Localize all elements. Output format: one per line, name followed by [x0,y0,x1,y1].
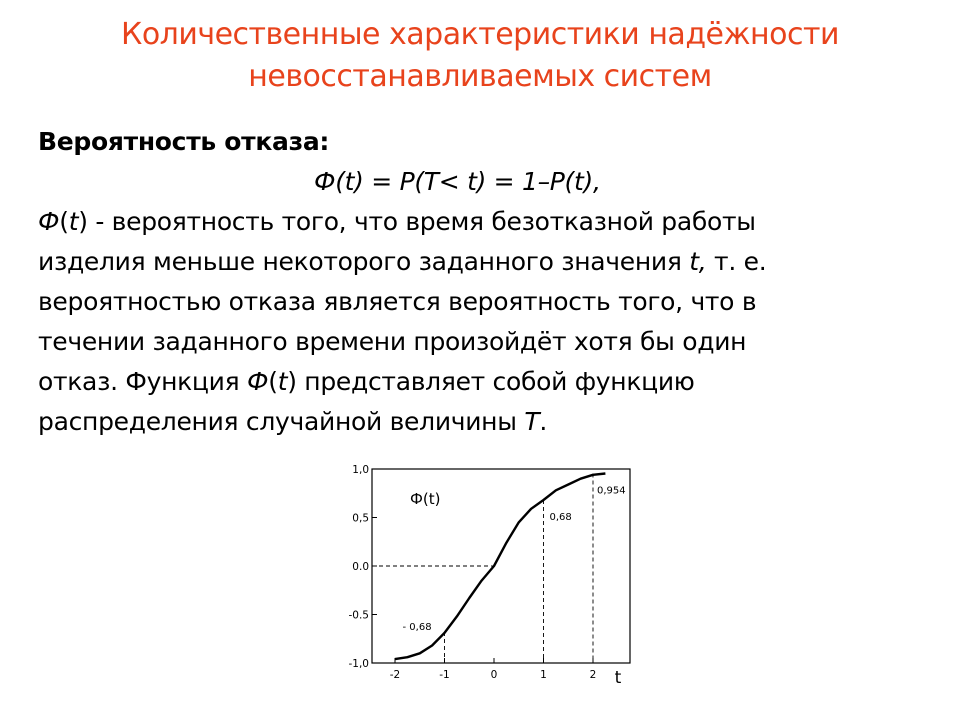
definition-paragraph [38,202,928,442]
paragraph-line [38,282,928,322]
y-tick-label: 0,5 [352,512,369,525]
text-run: T [524,407,540,436]
text-run: течении заданного времени произойдёт хотя бы один [38,327,747,356]
text-run: t [277,367,288,396]
text-run: т. е. [706,247,767,276]
text-run: t, [689,247,707,276]
paragraph-line [38,242,928,282]
slide-title [60,14,900,98]
annotation-label: 0,954 [597,485,626,497]
annotation-label: - 0,68 [402,621,432,633]
text-run: ) представляет собой функцию [287,367,695,396]
text-run: вероятностью отказа является вероятность того, что в [38,287,757,316]
x-tick-label: 0 [490,669,498,681]
definition-block [38,122,928,442]
y-tick-label: -1,0 [348,658,369,670]
paragraph-line [38,202,928,242]
text-run: ( [59,207,69,236]
chart-svg [336,449,636,695]
section-heading: Вероятность отказа: [38,127,330,156]
text-run: t [68,207,79,236]
x-axis-label: t [614,668,622,688]
text-run: Ф [246,367,269,396]
slide-title-line-1: Количественные характеристики надёжности [121,17,839,52]
x-tick-label: 1 [540,669,547,681]
formula: Ф(t) = P(T< t) = 1–P(t), [314,167,601,196]
text-run: распределения случайной величины [38,407,525,436]
text-run: ) - вероятность того, что время безотказной работы [78,207,756,236]
paragraph-line [38,402,928,442]
distribution-chart [336,449,636,695]
y-tick-label: -0.5 [348,609,369,622]
y-tick-label: 0.0 [352,561,369,573]
x-tick-label: -2 [389,669,401,681]
y-tick-label: 1,0 [352,464,369,476]
x-tick-label: -1 [439,669,450,681]
annotation-label: 0,68 [549,512,572,524]
paragraph-line [38,362,928,402]
x-tick-label: 2 [589,669,597,681]
text-run: . [539,407,547,436]
text-run: отказ. Функция [38,367,247,396]
paragraph-line [38,322,928,362]
text-run: изделия меньше некоторого заданного значения [38,247,690,276]
series-label: Ф(t) [410,490,441,508]
text-run: Ф [38,207,60,236]
text-run: ( [268,367,278,396]
slide-title-line-2: невосстанавливаемых систем [248,59,712,94]
